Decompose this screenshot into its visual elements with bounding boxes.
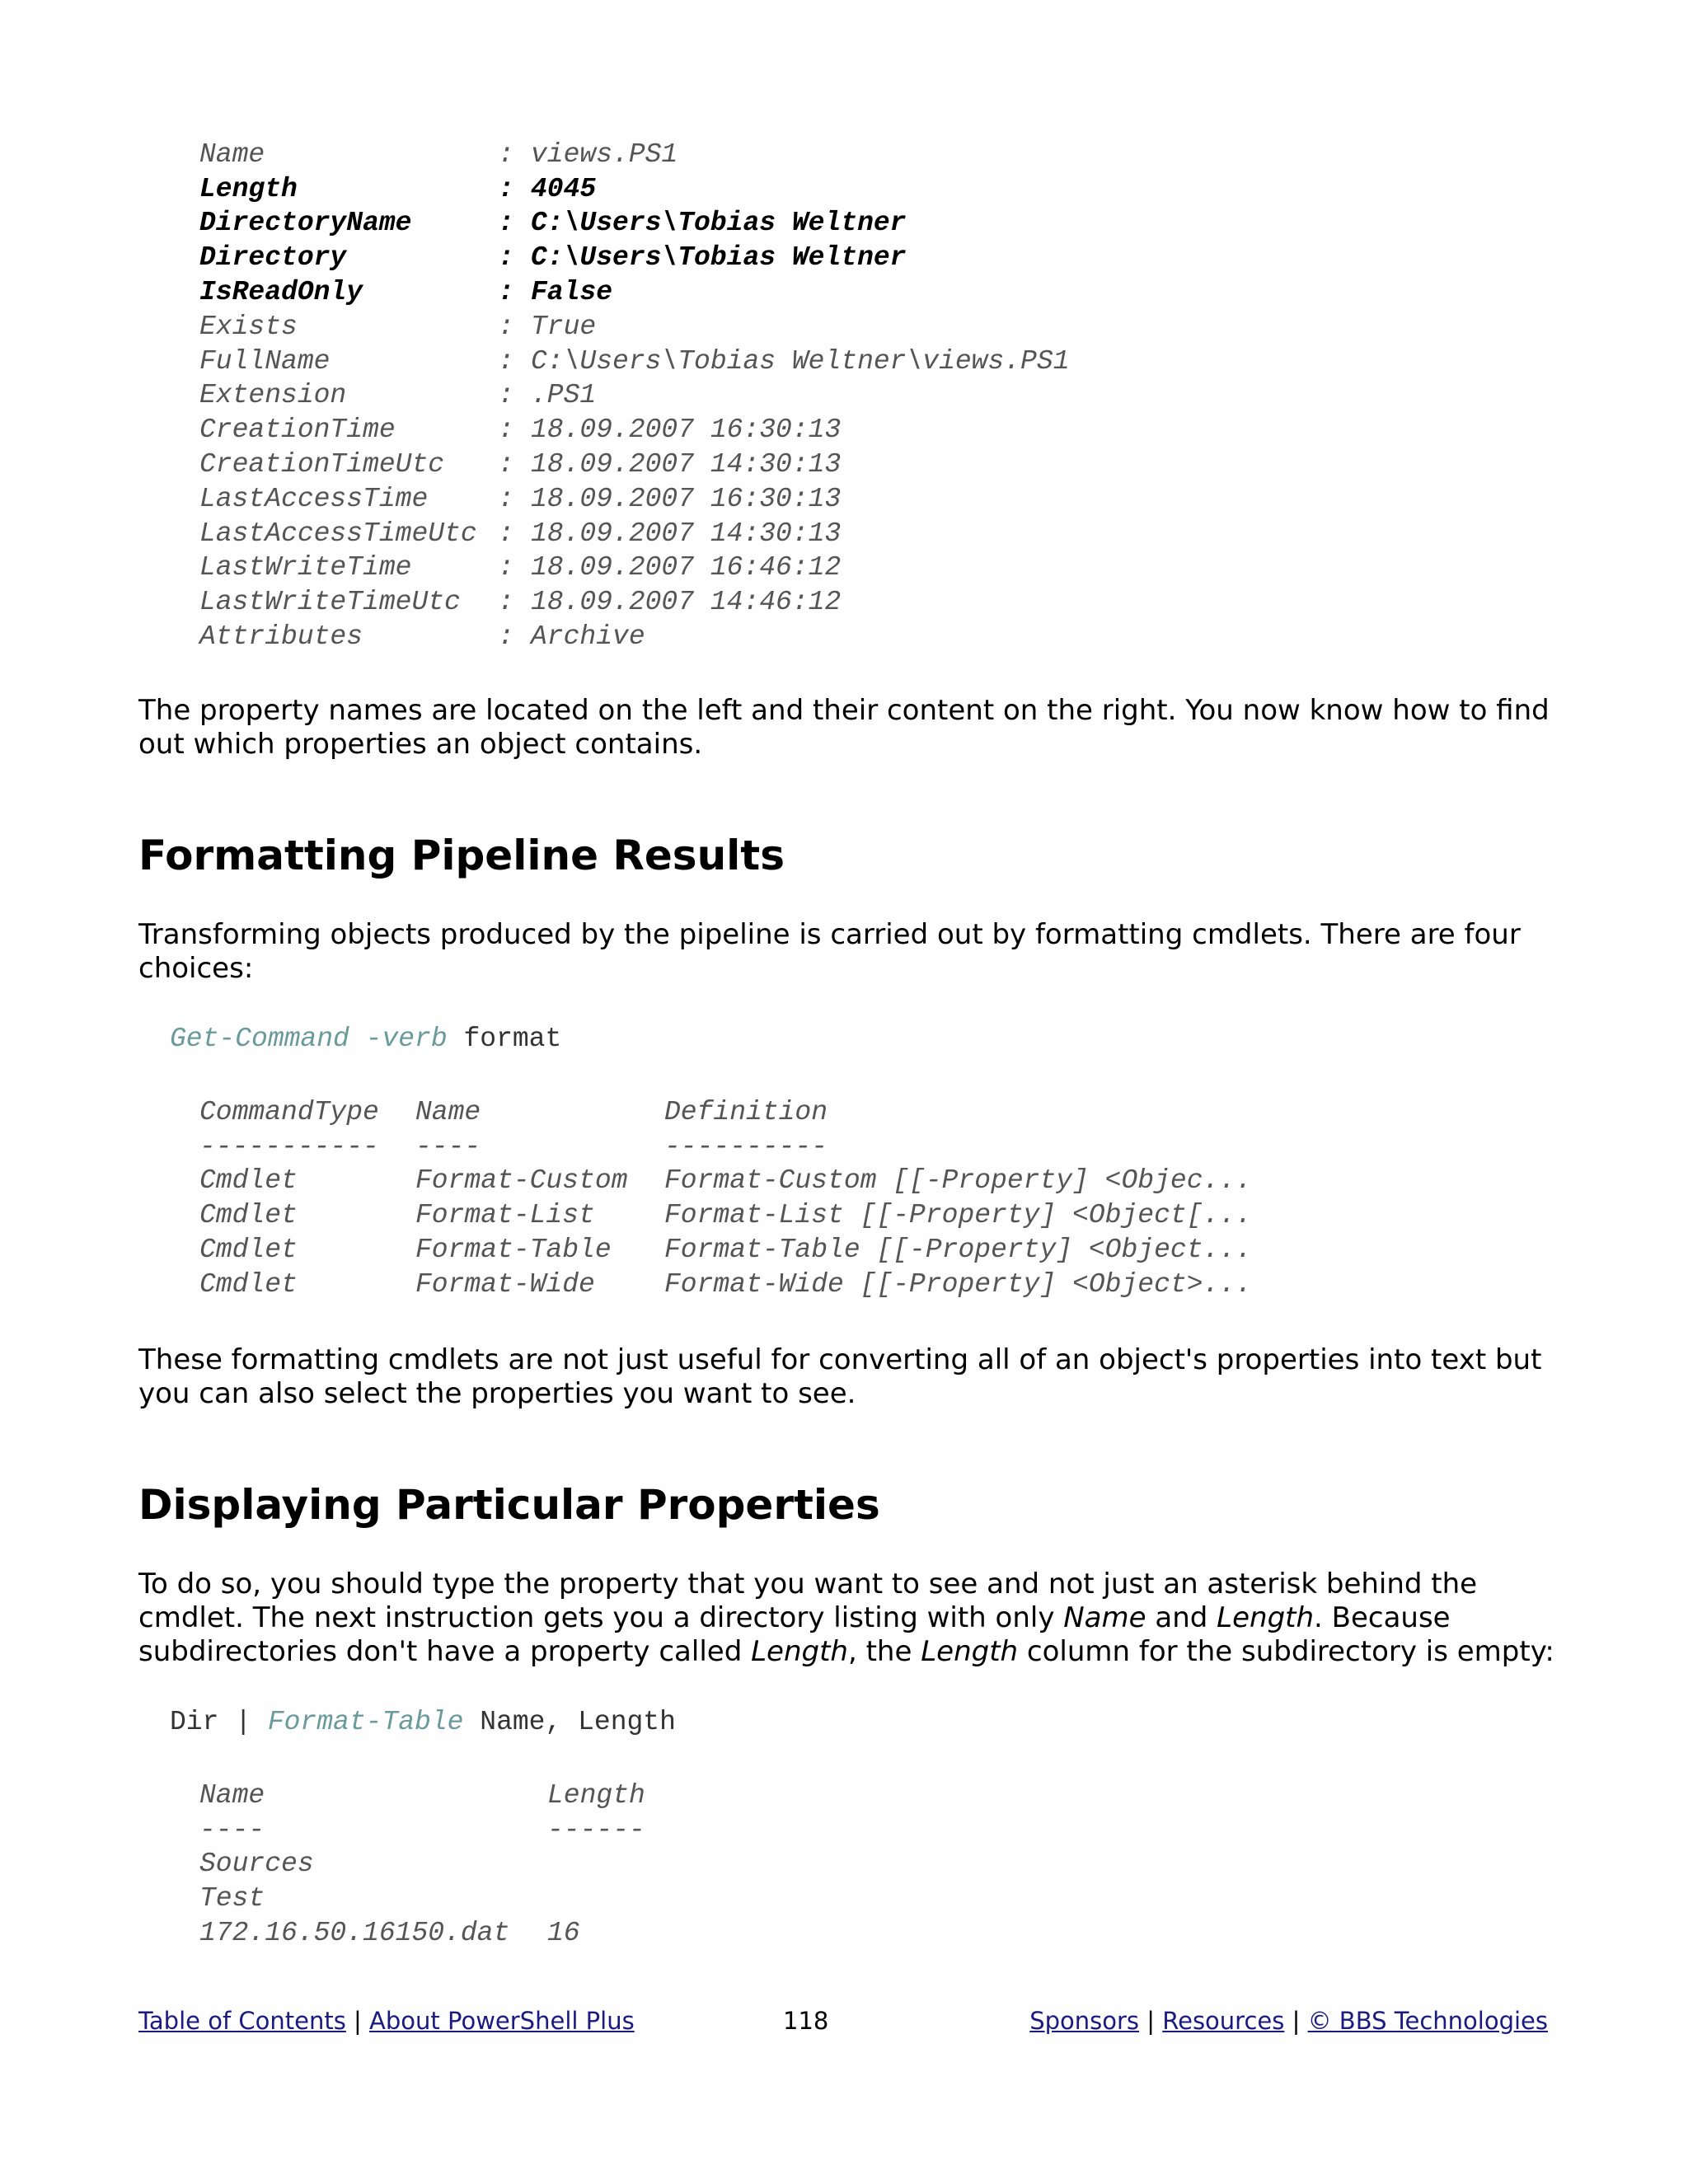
paragraph-emphasis: Length (921, 1635, 1019, 1668)
table-cell: Format-Table (415, 1235, 612, 1265)
paragraph-emphasis: Length (1217, 1601, 1315, 1634)
table-cell: 16 (547, 1918, 580, 1948)
footer-separator: | (1292, 2007, 1301, 2035)
property-value: 4045 (531, 174, 597, 204)
property-separator: : (498, 415, 514, 445)
property-separator: : (498, 208, 514, 238)
cmdlet-name: Format-Table (267, 1707, 464, 1737)
footer-right-links (1029, 2003, 1548, 2039)
code-command (170, 1022, 561, 1057)
property-name: LastWriteTimeUtc (199, 587, 461, 617)
property-separator: : (498, 380, 514, 410)
property-name: Directory (199, 242, 347, 273)
command-argument: format (447, 1024, 562, 1054)
code-command (170, 1705, 676, 1740)
property-value: 18.09.2007 14:30:13 (531, 518, 842, 549)
body-paragraph (138, 1568, 1556, 1669)
footer-separator: | (1146, 2007, 1156, 2035)
property-value: .PS1 (531, 380, 597, 410)
table-cell: Format-Custom (415, 1165, 628, 1196)
property-separator: : (498, 518, 514, 549)
property-separator: : (498, 552, 514, 583)
paragraph-text: column for the subdirectory is empty: (1018, 1635, 1554, 1668)
property-value: 18.09.2007 16:30:13 (531, 415, 842, 445)
property-name: LastAccessTime (199, 484, 429, 514)
body-paragraph: These formatting cmdlets are not just useful for converting all of an object's properties into text but you can also select the properties you want to see. (138, 1343, 1542, 1410)
property-separator: : (498, 346, 514, 377)
table-header: CommandType (199, 1097, 379, 1127)
table-cell: Format-Wide [[-Property] <Object>... (664, 1269, 1252, 1300)
table-underline: ---- (199, 1815, 265, 1845)
property-separator: : (498, 484, 514, 514)
table-cell: Cmdlet (199, 1165, 298, 1196)
property-name: Attributes (199, 621, 363, 652)
property-value: C:\Users\Tobias Weltner (531, 242, 907, 273)
property-value: C:\Users\Tobias Weltner (531, 208, 907, 238)
paragraph-emphasis: Name (1063, 1601, 1146, 1634)
property-separator: : (498, 449, 514, 480)
table-header: Length (547, 1780, 645, 1811)
property-name: FullName (199, 346, 331, 377)
table-cell: Format-Custom [[-Property] <Objec... (664, 1165, 1252, 1196)
property-name: Length (199, 174, 298, 204)
table-underline: ---------- (664, 1132, 828, 1162)
property-value: True (531, 312, 597, 342)
sponsors-link[interactable]: Sponsors (1029, 2007, 1140, 2035)
property-separator: : (498, 242, 514, 273)
paragraph-text: and (1146, 1601, 1217, 1634)
property-value: views.PS1 (531, 139, 678, 170)
table-underline: ---- (415, 1132, 481, 1162)
property-value: Archive (531, 621, 645, 652)
table-header: Definition (664, 1097, 828, 1127)
table-underline: ----------- (199, 1132, 379, 1162)
paragraph-text: , the (847, 1635, 921, 1668)
property-separator: : (498, 174, 514, 204)
table-cell: 172.16.50.16150.dat (199, 1918, 510, 1948)
section-heading: Displaying Particular Properties (138, 1481, 880, 1529)
property-separator: : (498, 587, 514, 617)
property-value: False (531, 277, 613, 307)
body-paragraph: The property names are located on the left and their content on the right. You now know how to find out which properties an object contains. (138, 694, 1550, 761)
about-powershell-plus-link[interactable]: About PowerShell Plus (369, 2007, 635, 2035)
page-number: 118 (783, 2007, 829, 2035)
resources-link[interactable]: Resources (1162, 2007, 1285, 2035)
copyright-link[interactable]: © BBS Technologies (1307, 2007, 1548, 2035)
property-name: Name (199, 139, 265, 170)
footer-separator: | (354, 2007, 362, 2035)
paragraph-text: To do so, you should type the property that you want to see and not just an asterisk behind the cmdlet. The next instruction gets you a directory listing with only (138, 1568, 1478, 1634)
property-separator: : (498, 277, 514, 307)
property-separator: : (498, 139, 514, 170)
table-cell: Format-Table [[-Property] <Object... (664, 1235, 1252, 1265)
cmdlet-name: Get-Command -verb (170, 1024, 448, 1054)
table-cell: Sources (199, 1849, 314, 1879)
table-cell: Test (199, 1883, 265, 1914)
table-cell: Format-List [[-Property] <Object[... (664, 1200, 1252, 1230)
table-header: Name (199, 1780, 265, 1811)
property-name: LastWriteTime (199, 552, 412, 583)
section-heading: Formatting Pipeline Results (138, 832, 785, 879)
paragraph-text: . Because subdirectories don't have a property called (138, 1601, 1451, 1668)
property-name: CreationTimeUtc (199, 449, 445, 480)
property-name: Extension (199, 380, 347, 410)
property-name: IsReadOnly (199, 277, 363, 307)
table-underline: ------ (547, 1815, 645, 1845)
footer-left-links (138, 2003, 635, 2039)
property-value: 18.09.2007 14:46:12 (531, 587, 842, 617)
command-argument: Name, Length (463, 1707, 676, 1737)
property-value: 18.09.2007 16:46:12 (531, 552, 842, 583)
table-cell: Format-Wide (415, 1269, 595, 1300)
property-name: LastAccessTimeUtc (199, 518, 477, 549)
table-cell: Cmdlet (199, 1269, 298, 1300)
table-cell: Cmdlet (199, 1235, 298, 1265)
table-cell: Format-List (415, 1200, 595, 1230)
property-value: 18.09.2007 14:30:13 (531, 449, 842, 480)
table-header: Name (415, 1097, 481, 1127)
table-of-contents-link[interactable]: Table of Contents (138, 2007, 346, 2035)
property-name: CreationTime (199, 415, 396, 445)
property-separator: : (498, 621, 514, 652)
property-separator: : (498, 312, 514, 342)
command-prefix: Dir | (170, 1707, 268, 1737)
table-cell: Cmdlet (199, 1200, 298, 1230)
property-name: DirectoryName (199, 208, 412, 238)
property-name: Exists (199, 312, 298, 342)
property-value: 18.09.2007 16:30:13 (531, 484, 842, 514)
property-value: C:\Users\Tobias Weltner\views.PS1 (531, 346, 1070, 377)
body-paragraph: Transforming objects produced by the pipeline is carried out by formatting cmdlets. There are four choices: (138, 918, 1521, 985)
paragraph-emphasis: Length (751, 1635, 848, 1668)
